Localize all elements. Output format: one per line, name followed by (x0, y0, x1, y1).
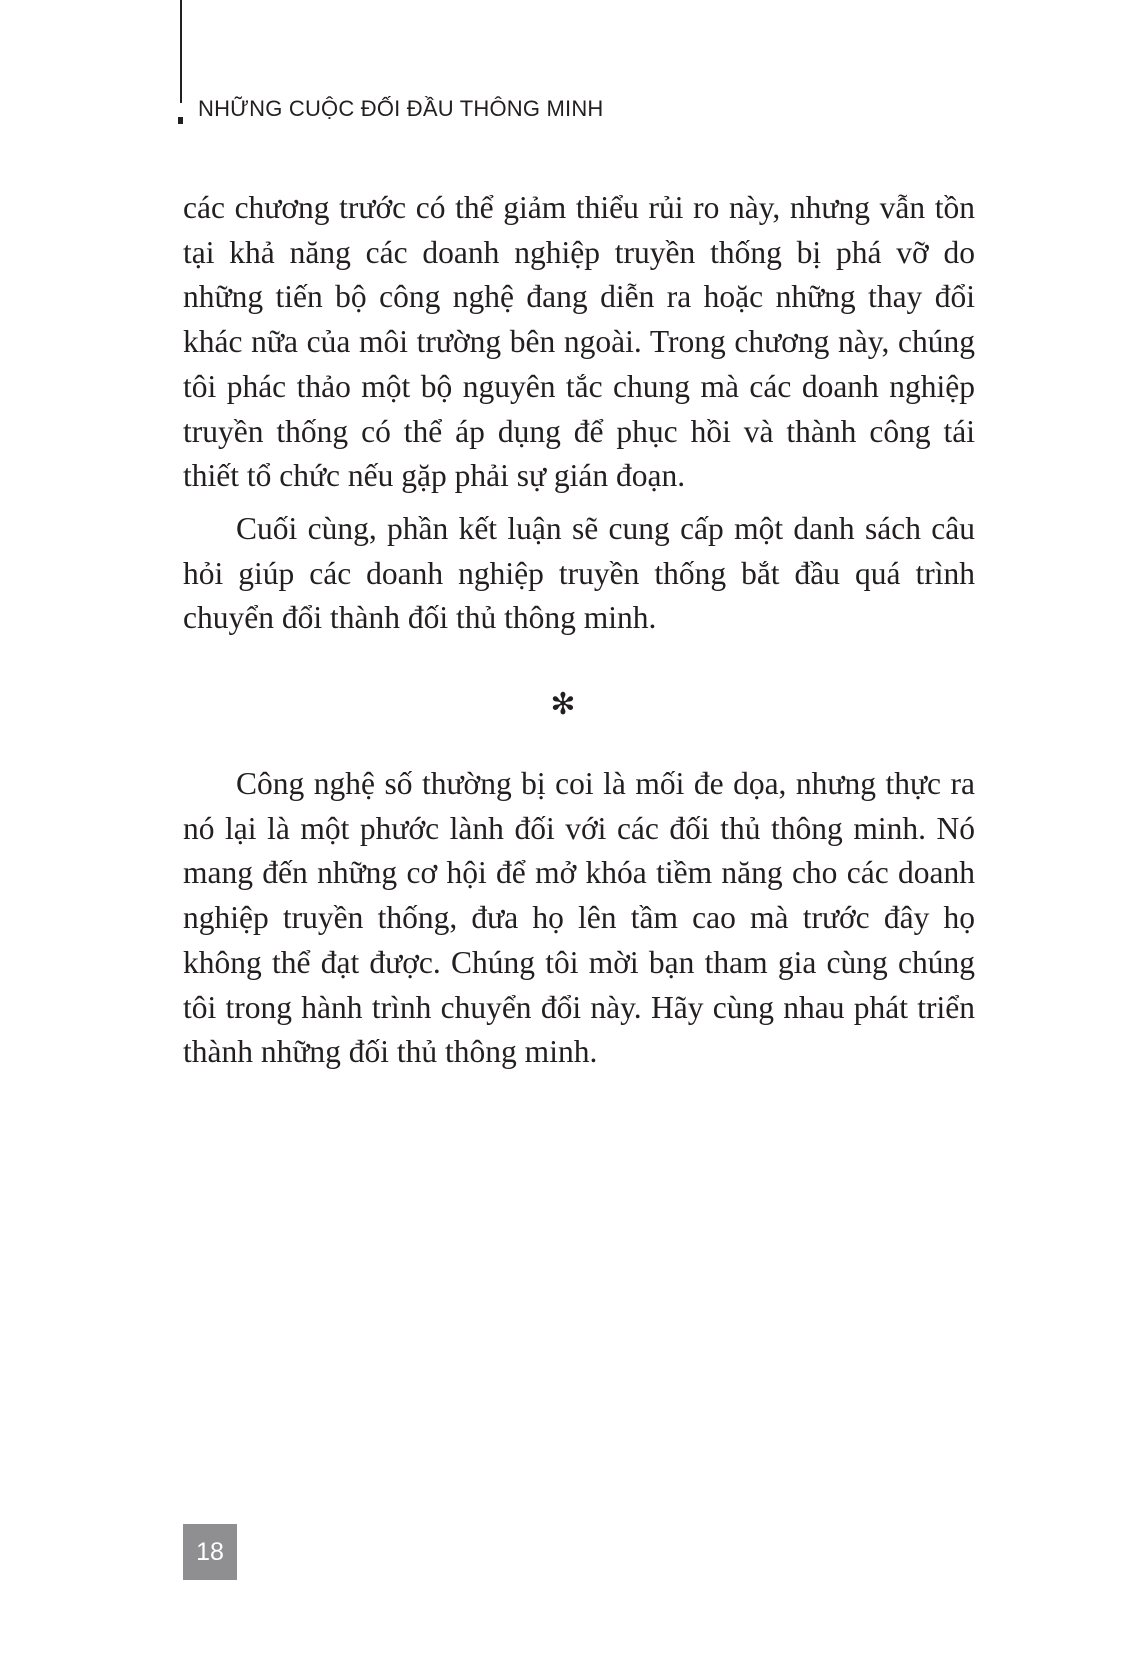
running-head: NHỮNG CUỘC ĐỐI ĐẦU THÔNG MINH (198, 96, 604, 121)
paragraph-conclusion: Cuối cùng, phần kết luận sẽ cung cấp một danh sách câu hỏi giúp các doanh nghiệp truyền thống bắt đầu quá trình chuyển đổi thành đối thủ thông minh. (183, 510, 975, 636)
paragraph-closing: Công nghệ số thường bị coi là mối đe dọa, nhưng thực ra nó lại là một phước lành đối với các đối thủ thông minh. Nó mang đến những cơ hội để mở khóa tiềm năng cho các doanh nghiệp truyền thống, đưa họ lên tầm cao mà trước đây họ không thể đạt được. Chúng tôi mời bạn tham gia cùng chúng tôi trong hành trình chuyển đổi này. Hãy cùng nhau phát triển thành những đối thủ thông minh. (183, 766, 975, 1070)
page-number: 18 (183, 1524, 237, 1580)
body-text-lower (183, 762, 975, 1075)
paragraph-continued: các chương trước có thể giảm thiểu rủi ro này, nhưng vẫn tồn tại khả năng các doanh nghiệp truyền thống bị phá vỡ do những tiến bộ công nghệ đang diễn ra hoặc những thay đổi khác nữa của môi trường bên ngoài. Trong chương này, chúng tôi phác thảo một bộ nguyên tắc chung mà các doanh nghiệp truyền thống có thể áp dụng để phục hồi và thành công tái thiết tổ chức nếu gặp phải sự gián đoạn. (183, 190, 975, 494)
body-text-upper (183, 186, 975, 641)
header-vertical-rule (180, 0, 182, 103)
section-break-ornament-icon: ✻ (550, 687, 576, 722)
header-rule-tick (178, 117, 183, 124)
